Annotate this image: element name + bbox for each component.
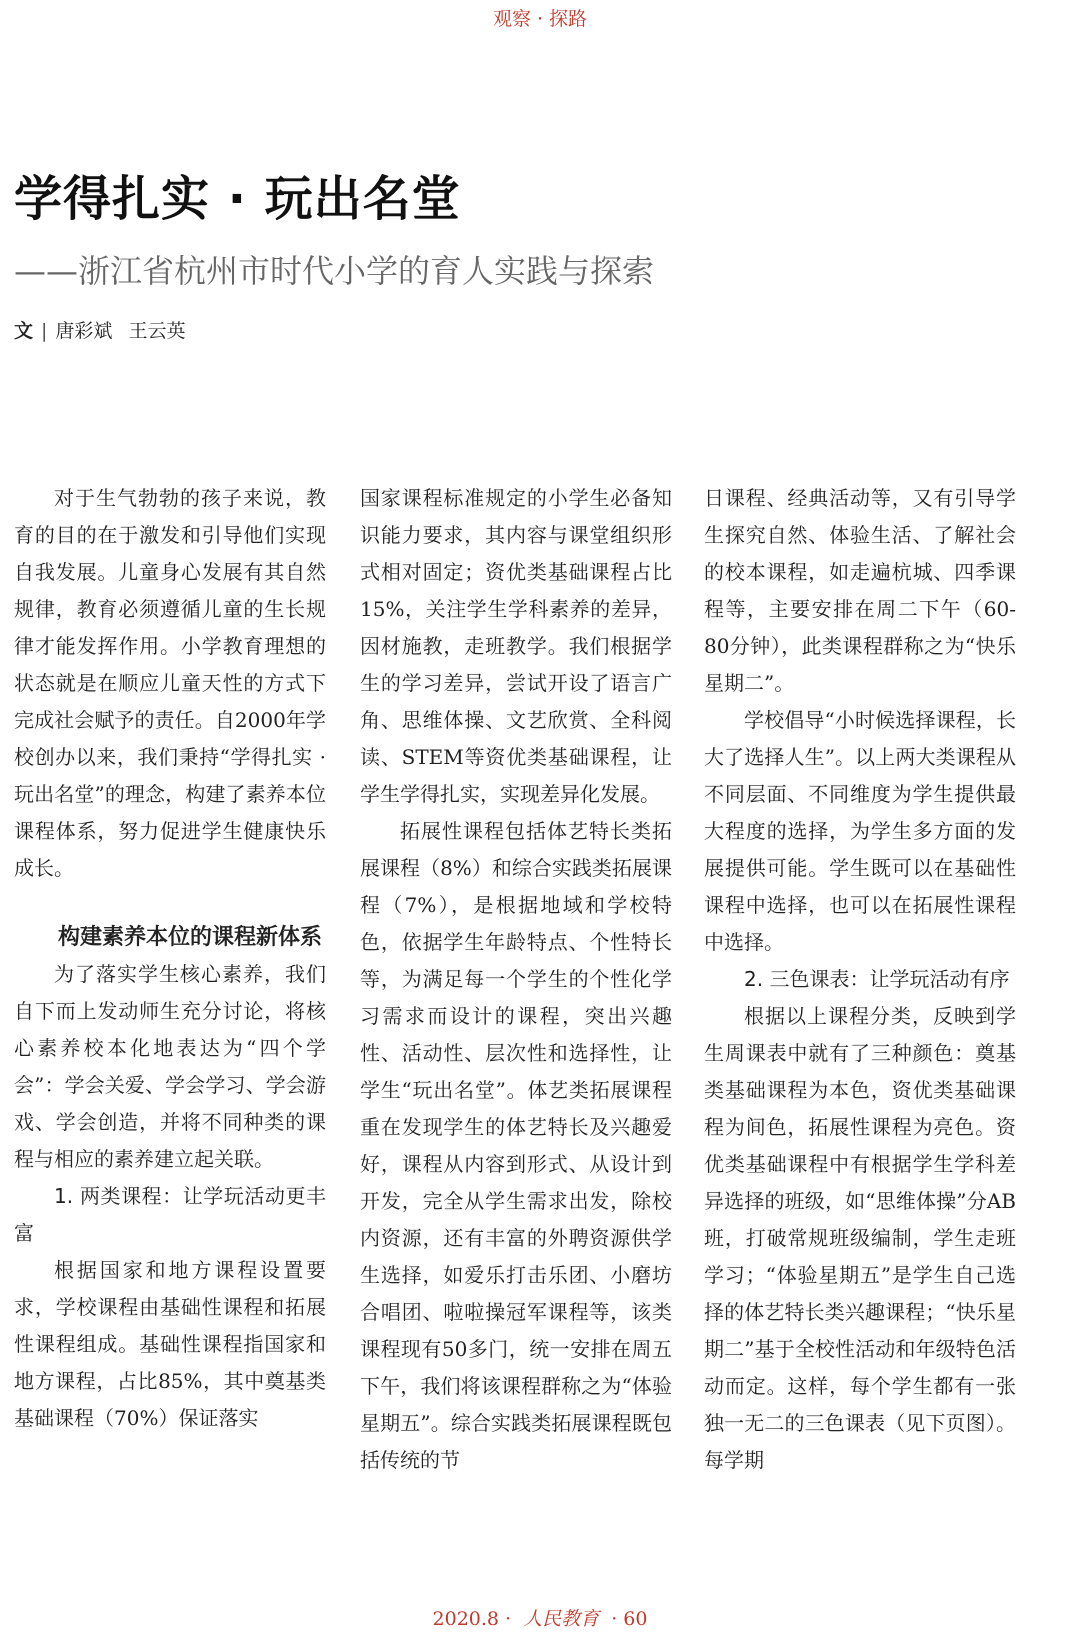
byline-label: 文 [14, 320, 34, 342]
text-column-1 [14, 480, 326, 1437]
paragraph: 日课程、经典活动等，又有引导学生探究自然、体验生活、了解社会的校本课程，如走遍杭城、四季课程等，主要安排在周二下午（60-80分钟），此类课程群称之为“快乐星期二”。 [704, 486, 1016, 695]
issue-date: 2020.8 [432, 1608, 500, 1630]
paragraph: 为了落实学生核心素养，我们自下而上发动师生充分讨论，将核心素养校本化地表达为“四个学会”：学会关爱、学会学习、学会游戏、学会创造，并将不同种类的课程与相应的素养建立起关联。 [14, 962, 326, 1171]
subsection-heading: 1. 两类课程：让学玩活动更丰富 [14, 1184, 326, 1245]
byline [14, 316, 201, 343]
byline-separator: | [41, 320, 48, 342]
text-column-3 [704, 480, 1016, 1479]
author-name: 唐彩斌 [55, 320, 113, 342]
page-number: 60 [623, 1608, 648, 1630]
magazine-name: 人民教育 [523, 1608, 600, 1630]
text-column-2 [360, 480, 672, 1479]
paragraph: 对于生气勃勃的孩子来说，教育的目的在于激发和引导他们实现自我发展。儿童身心发展有其自然规律，教育必须遵循儿童的生长规律才能发挥作用。小学教育理想的状态就是在顺应儿童天性的方式下完成社会赋予的责任。自2000年学校创办以来，我们秉持“学得扎实 · 玩出名堂”的理念，构建了素养本位课程体系，努力促进学生健康快乐成长。 [14, 486, 326, 880]
paragraph: 根据以上课程分类，反映到学生周课表中就有了三种颜色：奠基类基础课程为本色，资优类基础课程为间色，拓展性课程为亮色。资优类基础课程中有根据学生学科差异选择的班级，如“思维体操”分AB班，打破常规班级编制，学生走班学习；“体验星期五”是学生自己选择的体艺特长类兴趣课程；“快乐星期二”基于全校性活动和年级特色活动而定。这样，每个学生都有一张独一无二的三色课表（见下页图）。每学期 [704, 1004, 1016, 1472]
paragraph: 学校倡导“小时候选择课程，长大了选择人生”。以上两大类课程从不同层面、不同维度为学生提供最大程度的选择，为学生多方面的发展提供可能。学生既可以在基础性课程中选择，也可以在拓展性课程中选择。 [704, 708, 1016, 954]
paragraph: 根据国家和地方课程设置要求，学校课程由基础性课程和拓展性课程组成。基础性课程指国家和地方课程，占比85%，其中奠基类基础课程（70%）保证落实 [14, 1258, 326, 1430]
section-heading: 构建素养本位的课程新体系 [58, 925, 323, 950]
article-title: 学得扎实 · 玩出名堂 [14, 171, 461, 227]
page-footer: 2020.8 · 人民教育 · 60 [432, 1608, 648, 1630]
section-tag: 观察 · 探路 [492, 8, 588, 30]
article-subtitle: ——浙江省杭州市时代小学的育人实践与探索 [14, 252, 655, 290]
subsection-heading: 2. 三色课表：让学玩活动有序 [744, 967, 1010, 991]
paragraph: 拓展性课程包括体艺特长类拓展课程（8%）和综合实践类拓展课程（7%），是根据地域和学校特色，依据学生年龄特点、个性特长等，为满足每一个学生的个性化学习需求而设计的课程，突出兴趣性、活动性、层次性和选择性，让学生“玩出名堂”。体艺类拓展课程重在发现学生的体艺特长及兴趣爱好，课程从内容到形式、从设计到开发，完全从学生需求出发，除校内资源，还有丰富的外聘资源供学生选择，如爱乐打击乐团、小磨坊合唱团、啦啦操冠军课程等，该类课程现有50多门，统一安排在周五下午，我们将该课程群称之为“体验星期五”。综合实践类拓展课程既包括传统的节 [360, 819, 672, 1472]
paragraph: 国家课程标准规定的小学生必备知识能力要求，其内容与课堂组织形式相对固定；资优类基础课程占比15%，关注学生学科素养的差异，因材施教，走班教学。我们根据学生的学习差异，尝试开设了语言广角、思维体操、文艺欣赏、全科阅读、STEM等资优类基础课程，让学生学得扎实，实现差异化发展。 [360, 486, 672, 806]
author-name: 王云英 [128, 320, 186, 342]
